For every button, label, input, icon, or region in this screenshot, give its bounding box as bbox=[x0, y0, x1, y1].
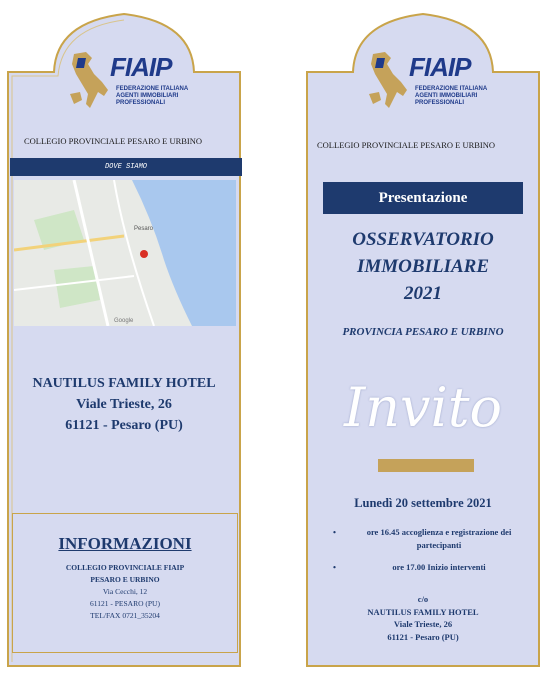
hotel-city: 61121 - Pesaro (PU) bbox=[65, 418, 183, 433]
gold-divider bbox=[378, 459, 474, 472]
schedule-item bbox=[333, 526, 529, 552]
subtitle-line: FEDERAZIONE ITALIANA bbox=[415, 86, 488, 92]
info-org: PESARO E URBINO bbox=[90, 575, 160, 584]
schedule-list bbox=[333, 526, 529, 583]
title-year: 2021 bbox=[404, 283, 442, 304]
venue-street: Viale Trieste, 26 bbox=[393, 619, 453, 629]
dove-siamo-bar: DOVE SIAMO bbox=[10, 158, 242, 176]
presentazione-banner: Presentazione bbox=[323, 182, 523, 214]
brand-subtitle bbox=[116, 86, 196, 107]
title-line-2: IMMOBILIARE bbox=[357, 256, 489, 277]
schedule-text: ore 16.45 accoglienza e registrazione dei partecipanti bbox=[366, 527, 512, 550]
subtitle-line: AGENTI IMMOBILIARI bbox=[415, 93, 478, 99]
subtitle-line: AGENTI IMMOBILIARI bbox=[116, 93, 179, 99]
italy-map-icon bbox=[64, 48, 114, 112]
subtitle-line: FEDERAZIONE ITALIANA bbox=[116, 86, 189, 92]
schedule-text: ore 17.00 Inizio interventi bbox=[392, 562, 486, 572]
schedule-item bbox=[333, 561, 529, 574]
event-title bbox=[305, 226, 541, 307]
fiaip-logo bbox=[64, 48, 194, 118]
info-phone: TEL/FAX 0721_35204 bbox=[90, 611, 160, 620]
bullet-icon: • bbox=[333, 527, 336, 537]
left-flyer-panel bbox=[6, 8, 242, 668]
info-street: Via Cecchi, 12 bbox=[102, 587, 148, 596]
info-city: 61121 - PESARO (PU) bbox=[90, 599, 160, 608]
provincia-subtitle: PROVINCIA PESARO E URBINO bbox=[342, 326, 504, 338]
info-title: INFORMAZIONI bbox=[58, 534, 192, 553]
venue-co: c/o bbox=[417, 594, 429, 604]
subtitle-line: PROFESSIONALI bbox=[116, 100, 166, 106]
hotel-address-block bbox=[6, 373, 242, 436]
invito-graphic bbox=[323, 366, 523, 486]
italy-map-icon bbox=[363, 48, 413, 112]
title-line-1: OSSERVATORIO bbox=[352, 229, 494, 250]
hotel-street: Viale Trieste, 26 bbox=[76, 397, 172, 412]
venue-city: 61121 - Pesaro (PU) bbox=[387, 631, 459, 642]
right-flyer-panel bbox=[305, 8, 541, 668]
subtitle-line: PROFESSIONALI bbox=[415, 100, 465, 106]
collegio-title: COLLEGIO PROVINCIALE PESARO E URBINO bbox=[24, 136, 203, 146]
bullet-icon: • bbox=[333, 562, 336, 572]
info-org: COLLEGIO PROVINCIALE FIAIP bbox=[65, 563, 185, 572]
brand-name: FIAIP bbox=[110, 52, 172, 82]
event-date: Lunedì 20 settembre 2021 bbox=[354, 496, 492, 510]
venue-block bbox=[305, 593, 541, 643]
info-box bbox=[12, 513, 238, 653]
collegio-title: COLLEGIO PROVINCIALE PESARO E URBINO bbox=[317, 140, 496, 150]
location-map[interactable] bbox=[14, 180, 236, 326]
invito-script-text: Invito bbox=[343, 376, 503, 439]
map-attribution: Google bbox=[114, 318, 134, 324]
fiaip-logo bbox=[363, 48, 493, 118]
hotel-name: NAUTILUS FAMILY HOTEL bbox=[32, 376, 216, 391]
brand-subtitle bbox=[415, 86, 495, 107]
map-pin-icon bbox=[140, 250, 148, 258]
brand-name: FIAIP bbox=[409, 52, 471, 82]
venue-name: NAUTILUS FAMILY HOTEL bbox=[367, 606, 479, 617]
map-label-city: Pesaro bbox=[134, 226, 154, 232]
